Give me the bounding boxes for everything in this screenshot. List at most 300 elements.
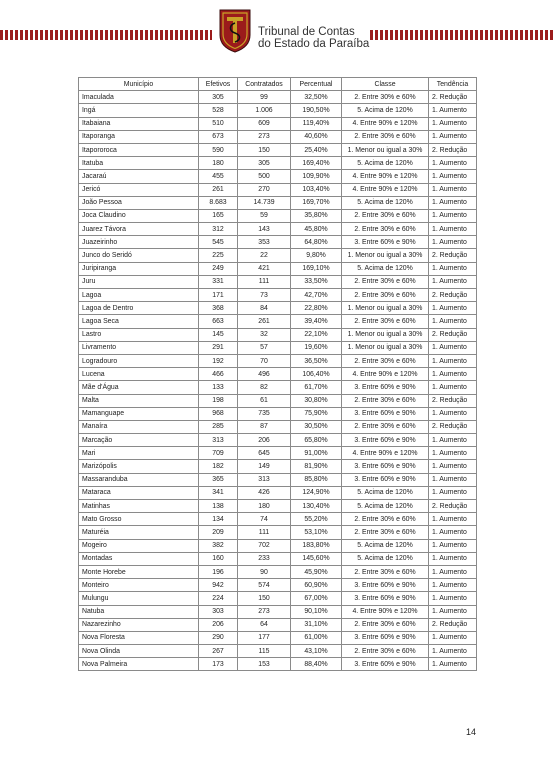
efetivos-cell: 165: [199, 209, 238, 222]
contratados-cell: 59: [238, 209, 291, 222]
efetivos-cell: 192: [199, 354, 238, 367]
table-row: [79, 592, 477, 605]
percentual-cell: 61,70%: [291, 381, 342, 394]
classe-cell: 5. Acima de 120%: [342, 552, 429, 565]
contratados-cell: 702: [238, 539, 291, 552]
municipio-cell: Mulungu: [79, 592, 199, 605]
municipio-cell: Maturéia: [79, 526, 199, 539]
percentual-cell: 33,50%: [291, 275, 342, 288]
table-row: [79, 500, 477, 513]
municipio-cell: Lagoa de Dentro: [79, 302, 199, 315]
classe-cell: 3. Entre 60% e 90%: [342, 407, 429, 420]
percentual-cell: 53,10%: [291, 526, 342, 539]
classe-cell: 3. Entre 60% e 90%: [342, 579, 429, 592]
municipio-cell: Lucena: [79, 368, 199, 381]
percentual-cell: 85,80%: [291, 473, 342, 486]
contratados-cell: 206: [238, 434, 291, 447]
classe-cell: 2. Entre 30% e 60%: [342, 223, 429, 236]
municipio-cell: Livramento: [79, 341, 199, 354]
contratados-cell: 426: [238, 486, 291, 499]
percentual-cell: 22,10%: [291, 328, 342, 341]
table-row: [79, 183, 477, 196]
percentual-cell: 183,80%: [291, 539, 342, 552]
tendencia-cell: 2. Redução: [429, 249, 477, 262]
classe-cell: 2. Entre 30% e 60%: [342, 420, 429, 433]
municipio-cell: Nazarezinho: [79, 618, 199, 631]
municipio-cell: Mato Grosso: [79, 513, 199, 526]
table-row: [79, 302, 477, 315]
classe-cell: 2. Entre 30% e 60%: [342, 618, 429, 631]
municipio-cell: Lagoa: [79, 289, 199, 302]
classe-cell: 3. Entre 60% e 90%: [342, 473, 429, 486]
table-row: [79, 579, 477, 592]
table-row: [79, 157, 477, 170]
efetivos-cell: 331: [199, 275, 238, 288]
tendencia-cell: 1. Aumento: [429, 513, 477, 526]
tendencia-cell: 1. Aumento: [429, 275, 477, 288]
tendencia-cell: 1. Aumento: [429, 579, 477, 592]
classe-cell: 2. Entre 30% e 60%: [342, 394, 429, 407]
percentual-cell: 40,60%: [291, 130, 342, 143]
efetivos-cell: 291: [199, 341, 238, 354]
tendencia-cell: 1. Aumento: [429, 209, 477, 222]
classe-cell: 3. Entre 60% e 90%: [342, 658, 429, 671]
percentual-cell: 39,40%: [291, 315, 342, 328]
classe-cell: 4. Entre 90% e 120%: [342, 170, 429, 183]
efetivos-cell: 209: [199, 526, 238, 539]
tendencia-cell: 1. Aumento: [429, 354, 477, 367]
municipio-cell: Jacaraú: [79, 170, 199, 183]
percentual-cell: 103,40%: [291, 183, 342, 196]
classe-cell: 4. Entre 90% e 120%: [342, 447, 429, 460]
municipio-cell: Logradouro: [79, 354, 199, 367]
municipio-cell: Nova Olinda: [79, 645, 199, 658]
table-row: [79, 328, 477, 341]
contratados-cell: 305: [238, 157, 291, 170]
table-row: [79, 368, 477, 381]
organization-name: [258, 26, 369, 50]
contratados-cell: 313: [238, 473, 291, 486]
municipio-cell: Jericó: [79, 183, 199, 196]
table-row: [79, 539, 477, 552]
table-row: [79, 473, 477, 486]
percentual-cell: 61,00%: [291, 631, 342, 644]
municipio-cell: Mãe d'Água: [79, 381, 199, 394]
classe-cell: 1. Menor ou igual a 30%: [342, 302, 429, 315]
tendencia-cell: 1. Aumento: [429, 236, 477, 249]
org-line-2: do Estado da Paraíba: [258, 38, 370, 50]
municipio-cell: Juripiranga: [79, 262, 199, 275]
percentual-cell: 31,10%: [291, 618, 342, 631]
classe-cell: 2. Entre 30% e 60%: [342, 91, 429, 104]
efetivos-cell: 173: [199, 658, 238, 671]
tendencia-cell: 2. Redução: [429, 420, 477, 433]
percentual-cell: 30,80%: [291, 394, 342, 407]
table-row: [79, 631, 477, 644]
table-row: [79, 486, 477, 499]
contratados-cell: 111: [238, 526, 291, 539]
percentual-cell: 119,40%: [291, 117, 342, 130]
tendencia-cell: 2. Redução: [429, 328, 477, 341]
tendencia-cell: 1. Aumento: [429, 262, 477, 275]
municipio-cell: Mari: [79, 447, 199, 460]
efetivos-cell: 8.683: [199, 196, 238, 209]
percentual-cell: 32,50%: [291, 91, 342, 104]
efetivos-cell: 133: [199, 381, 238, 394]
classe-cell: 1. Menor ou igual a 30%: [342, 249, 429, 262]
efetivos-cell: 590: [199, 143, 238, 156]
tendencia-cell: 1. Aumento: [429, 104, 477, 117]
efetivos-cell: 225: [199, 249, 238, 262]
classe-cell: 3. Entre 60% e 90%: [342, 381, 429, 394]
efetivos-cell: 180: [199, 157, 238, 170]
contratados-cell: 150: [238, 592, 291, 605]
table-row: [79, 249, 477, 262]
table-row: [79, 381, 477, 394]
classe-cell: 2. Entre 30% e 60%: [342, 645, 429, 658]
municipio-cell: Mamanguape: [79, 407, 199, 420]
column-header-percentual: Percentual: [291, 78, 342, 91]
tendencia-cell: 2. Redução: [429, 143, 477, 156]
municipio-cell: Monteiro: [79, 579, 199, 592]
contratados-cell: 87: [238, 420, 291, 433]
percentual-cell: 145,60%: [291, 552, 342, 565]
contratados-cell: 273: [238, 130, 291, 143]
table-row: [79, 275, 477, 288]
column-header-municipio: Município: [79, 78, 199, 91]
percentual-cell: 88,40%: [291, 658, 342, 671]
percentual-cell: 190,50%: [291, 104, 342, 117]
table-row: [79, 236, 477, 249]
contratados-cell: 74: [238, 513, 291, 526]
efetivos-cell: 138: [199, 500, 238, 513]
percentual-cell: 36,50%: [291, 354, 342, 367]
contratados-cell: 233: [238, 552, 291, 565]
municipio-cell: Manaíra: [79, 420, 199, 433]
classe-cell: 3. Entre 60% e 90%: [342, 460, 429, 473]
classe-cell: 5. Acima de 120%: [342, 500, 429, 513]
table-row: [79, 196, 477, 209]
municipio-cell: Nova Floresta: [79, 631, 199, 644]
percentual-cell: 35,80%: [291, 209, 342, 222]
contratados-cell: 143: [238, 223, 291, 236]
contratados-cell: 84: [238, 302, 291, 315]
contratados-cell: 70: [238, 354, 291, 367]
municipio-cell: Ingá: [79, 104, 199, 117]
contratados-cell: 14.739: [238, 196, 291, 209]
classe-cell: 4. Entre 90% e 120%: [342, 605, 429, 618]
municipio-cell: Marizópolis: [79, 460, 199, 473]
table-row: [79, 460, 477, 473]
table-row: [79, 565, 477, 578]
municipio-cell: Itabaiana: [79, 117, 199, 130]
contratados-cell: 82: [238, 381, 291, 394]
tendencia-cell: 1. Aumento: [429, 539, 477, 552]
percentual-cell: 45,90%: [291, 565, 342, 578]
percentual-cell: 22,80%: [291, 302, 342, 315]
efetivos-cell: 942: [199, 579, 238, 592]
percentual-cell: 65,80%: [291, 434, 342, 447]
efetivos-cell: 382: [199, 539, 238, 552]
efetivos-cell: 455: [199, 170, 238, 183]
efetivos-cell: 182: [199, 460, 238, 473]
tendencia-cell: 1. Aumento: [429, 605, 477, 618]
percentual-cell: 55,20%: [291, 513, 342, 526]
table-row: [79, 658, 477, 671]
municipio-cell: Itaporanga: [79, 130, 199, 143]
percentual-cell: 91,00%: [291, 447, 342, 460]
table-row: [79, 315, 477, 328]
efetivos-cell: 305: [199, 91, 238, 104]
tendencia-cell: 1. Aumento: [429, 460, 477, 473]
tendencia-cell: 1. Aumento: [429, 645, 477, 658]
table-row: [79, 354, 477, 367]
percentual-cell: 45,80%: [291, 223, 342, 236]
efetivos-cell: 285: [199, 420, 238, 433]
municipio-cell: Natuba: [79, 605, 199, 618]
tendencia-cell: 1. Aumento: [429, 473, 477, 486]
percentual-cell: 81,90%: [291, 460, 342, 473]
classe-cell: 3. Entre 60% e 90%: [342, 236, 429, 249]
classe-cell: 2. Entre 30% e 60%: [342, 289, 429, 302]
tendencia-cell: 1. Aumento: [429, 196, 477, 209]
table-row: [79, 420, 477, 433]
classe-cell: 4. Entre 90% e 120%: [342, 368, 429, 381]
table-row: [79, 117, 477, 130]
tendencia-cell: 1. Aumento: [429, 157, 477, 170]
municipio-cell: Montadas: [79, 552, 199, 565]
table-row: [79, 341, 477, 354]
contratados-cell: 574: [238, 579, 291, 592]
page-number: 14: [466, 727, 477, 737]
contratados-cell: 270: [238, 183, 291, 196]
efetivos-cell: 134: [199, 513, 238, 526]
column-header-contratados: Contratados: [238, 78, 291, 91]
contratados-cell: 61: [238, 394, 291, 407]
efetivos-cell: 224: [199, 592, 238, 605]
table-row: [79, 289, 477, 302]
table-row: [79, 447, 477, 460]
org-line-1: Tribunal de Contas: [258, 26, 355, 38]
contratados-cell: 150: [238, 143, 291, 156]
tendencia-cell: 2. Redução: [429, 394, 477, 407]
municipio-cell: Marcação: [79, 434, 199, 447]
classe-cell: 5. Acima de 120%: [342, 196, 429, 209]
classe-cell: 2. Entre 30% e 60%: [342, 315, 429, 328]
tendencia-cell: 1. Aumento: [429, 130, 477, 143]
contratados-cell: 149: [238, 460, 291, 473]
municipio-cell: Itatuba: [79, 157, 199, 170]
table-row: [79, 526, 477, 539]
municipio-cell: Matinhas: [79, 500, 199, 513]
contratados-cell: 99: [238, 91, 291, 104]
efetivos-cell: 545: [199, 236, 238, 249]
percentual-cell: 9,80%: [291, 249, 342, 262]
efetivos-cell: 290: [199, 631, 238, 644]
contratados-cell: 500: [238, 170, 291, 183]
tendencia-cell: 1. Aumento: [429, 117, 477, 130]
table-row: [79, 91, 477, 104]
percentual-cell: 90,10%: [291, 605, 342, 618]
classe-cell: 2. Entre 30% e 60%: [342, 565, 429, 578]
classe-cell: 1. Menor ou igual a 30%: [342, 341, 429, 354]
percentual-cell: 42,70%: [291, 289, 342, 302]
table-row: [79, 130, 477, 143]
efetivos-cell: 171: [199, 289, 238, 302]
table-row: [79, 605, 477, 618]
classe-cell: 2. Entre 30% e 60%: [342, 275, 429, 288]
contratados-cell: 115: [238, 645, 291, 658]
table-row: [79, 434, 477, 447]
municipio-cell: Lagoa Seca: [79, 315, 199, 328]
percentual-cell: 169,10%: [291, 262, 342, 275]
contratados-cell: 73: [238, 289, 291, 302]
tendencia-cell: 1. Aumento: [429, 552, 477, 565]
efetivos-cell: 368: [199, 302, 238, 315]
table-row: [79, 407, 477, 420]
efetivos-cell: 198: [199, 394, 238, 407]
tendencia-cell: 1. Aumento: [429, 315, 477, 328]
efetivos-cell: 709: [199, 447, 238, 460]
percentual-cell: 106,40%: [291, 368, 342, 381]
contratados-cell: 177: [238, 631, 291, 644]
table-row: [79, 223, 477, 236]
contratados-cell: 735: [238, 407, 291, 420]
classe-cell: 3. Entre 60% e 90%: [342, 592, 429, 605]
percentual-cell: 60,90%: [291, 579, 342, 592]
efetivos-cell: 312: [199, 223, 238, 236]
efetivos-cell: 510: [199, 117, 238, 130]
tendencia-cell: 1. Aumento: [429, 565, 477, 578]
classe-cell: 2. Entre 30% e 60%: [342, 130, 429, 143]
classe-cell: 5. Acima de 120%: [342, 157, 429, 170]
contratados-cell: 180: [238, 500, 291, 513]
municipio-cell: Juarez Távora: [79, 223, 199, 236]
table-row: [79, 513, 477, 526]
municipality-table: [78, 77, 477, 671]
municipio-cell: Joca Claudino: [79, 209, 199, 222]
table-row: [79, 645, 477, 658]
tendencia-cell: 1. Aumento: [429, 381, 477, 394]
tendencia-cell: 1. Aumento: [429, 407, 477, 420]
efetivos-cell: 663: [199, 315, 238, 328]
contratados-cell: 421: [238, 262, 291, 275]
contratados-cell: 353: [238, 236, 291, 249]
column-header-tendencia: Tendência: [429, 78, 477, 91]
contratados-cell: 64: [238, 618, 291, 631]
municipio-cell: Nova Palmeira: [79, 658, 199, 671]
efetivos-cell: 365: [199, 473, 238, 486]
classe-cell: 4. Entre 90% e 120%: [342, 117, 429, 130]
percentual-cell: 64,80%: [291, 236, 342, 249]
percentual-cell: 25,40%: [291, 143, 342, 156]
tendencia-cell: 1. Aumento: [429, 631, 477, 644]
tendencia-cell: 1. Aumento: [429, 658, 477, 671]
municipio-cell: Mataraca: [79, 486, 199, 499]
contratados-cell: 273: [238, 605, 291, 618]
percentual-cell: 130,40%: [291, 500, 342, 513]
table-row: [79, 209, 477, 222]
page-header: [0, 0, 554, 64]
table-row: [79, 104, 477, 117]
efetivos-cell: 206: [199, 618, 238, 631]
municipio-cell: Juru: [79, 275, 199, 288]
table-row: [79, 262, 477, 275]
efetivos-cell: 145: [199, 328, 238, 341]
classe-cell: 5. Acima de 120%: [342, 539, 429, 552]
percentual-cell: 109,90%: [291, 170, 342, 183]
percentual-cell: 169,40%: [291, 157, 342, 170]
efetivos-cell: 303: [199, 605, 238, 618]
tendencia-cell: 2. Redução: [429, 91, 477, 104]
classe-cell: 2. Entre 30% e 60%: [342, 513, 429, 526]
contratados-cell: 496: [238, 368, 291, 381]
column-header-classe: Classe: [342, 78, 429, 91]
tendencia-cell: 1. Aumento: [429, 592, 477, 605]
classe-cell: 1. Menor ou igual a 30%: [342, 143, 429, 156]
classe-cell: 2. Entre 30% e 60%: [342, 526, 429, 539]
efetivos-cell: 528: [199, 104, 238, 117]
column-header-efetivos: Efetivos: [199, 78, 238, 91]
tce-shield-logo-icon: [219, 9, 251, 53]
contratados-cell: 261: [238, 315, 291, 328]
contratados-cell: 22: [238, 249, 291, 262]
tendencia-cell: 1. Aumento: [429, 170, 477, 183]
classe-cell: 3. Entre 60% e 90%: [342, 631, 429, 644]
header-stripe-right: [370, 30, 554, 40]
efetivos-cell: 968: [199, 407, 238, 420]
percentual-cell: 43,10%: [291, 645, 342, 658]
municipio-cell: João Pessoa: [79, 196, 199, 209]
classe-cell: 4. Entre 90% e 120%: [342, 183, 429, 196]
classe-cell: 2. Entre 30% e 60%: [342, 354, 429, 367]
efetivos-cell: 341: [199, 486, 238, 499]
table-row: [79, 170, 477, 183]
municipio-cell: Juazeirinho: [79, 236, 199, 249]
municipio-cell: Massaranduba: [79, 473, 199, 486]
table-row: [79, 552, 477, 565]
efetivos-cell: 196: [199, 565, 238, 578]
municipio-cell: Itapororoca: [79, 143, 199, 156]
table-body: [79, 91, 477, 671]
tendencia-cell: 1. Aumento: [429, 341, 477, 354]
table-header-row: [79, 78, 477, 91]
tendencia-cell: 1. Aumento: [429, 368, 477, 381]
tendencia-cell: 2. Redução: [429, 618, 477, 631]
classe-cell: 2. Entre 30% e 60%: [342, 209, 429, 222]
tendencia-cell: 2. Redução: [429, 289, 477, 302]
municipio-cell: Junco do Seridó: [79, 249, 199, 262]
tendencia-cell: 1. Aumento: [429, 183, 477, 196]
contratados-cell: 57: [238, 341, 291, 354]
percentual-cell: 169,70%: [291, 196, 342, 209]
efetivos-cell: 249: [199, 262, 238, 275]
efetivos-cell: 673: [199, 130, 238, 143]
municipio-cell: Malta: [79, 394, 199, 407]
contratados-cell: 111: [238, 275, 291, 288]
efetivos-cell: 261: [199, 183, 238, 196]
contratados-cell: 1.006: [238, 104, 291, 117]
percentual-cell: 124,90%: [291, 486, 342, 499]
contratados-cell: 609: [238, 117, 291, 130]
table-row: [79, 143, 477, 156]
percentual-cell: 19,60%: [291, 341, 342, 354]
tendencia-cell: 1. Aumento: [429, 302, 477, 315]
tendencia-cell: 1. Aumento: [429, 434, 477, 447]
percentual-cell: 67,00%: [291, 592, 342, 605]
classe-cell: 5. Acima de 120%: [342, 486, 429, 499]
tendencia-cell: 1. Aumento: [429, 526, 477, 539]
